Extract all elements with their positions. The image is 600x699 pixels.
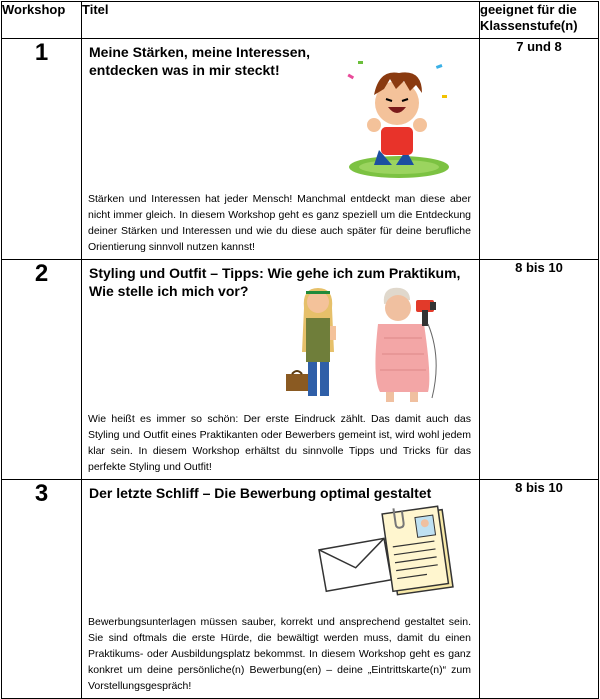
workshop-description: Wie heißt es immer so schön: Der erste Eindruck zählt. Das damit auch das Styling und Outfit eines Praktikanten oder Bewerbers gemeint ist, wird wohl jedem klar sein. In diesem Workshop erhältst du sinnvolle Tipps und Tricks für das perfekte Styling und Outfit! xyxy=(88,413,471,473)
workshop-description: Bewerbungsunterlagen müssen sauber, korrekt und ansprechend gestaltet sein. Sie sind oftmals die erste Hürde, die bewältigt werden muss, damit du einen Praktikums- oder Ausbildungsplatz bekommst. In diesem Workshop geht es ganz konkret um deine persönliche(n) Bewerbung(en) – deine „Eintrittskarte(n)“ zum Vorstellungsgespräch! xyxy=(88,616,471,692)
workshop-title-cell xyxy=(82,480,480,699)
cheering-boy-illustration xyxy=(344,55,454,180)
workshop-title: Meine Stärken, meine Interessen, entdecken was in mir steckt! xyxy=(89,44,310,78)
workshop-number: 3 xyxy=(2,480,82,699)
workshop-title-cell xyxy=(82,260,480,480)
table-header-row xyxy=(2,2,599,39)
header-workshop: Workshop xyxy=(2,2,82,39)
workshop-grades: 8 bis 10 xyxy=(480,260,599,480)
workshop-title: Der letzte Schliff – Die Bewerbung optimal gestaltet xyxy=(89,485,432,501)
table-row xyxy=(2,260,599,480)
workshop-title-cell xyxy=(82,39,480,260)
hippie-and-hairdryer-woman-illustration xyxy=(282,278,462,406)
workshop-grades: 8 bis 10 xyxy=(480,480,599,699)
workshop-table xyxy=(1,1,599,699)
table-row xyxy=(2,39,599,260)
header-titel: Titel xyxy=(82,2,480,39)
workshop-description: Stärken und Interessen hat jeder Mensch! Manchmal entdeckt man diese aber nicht immer gleich. In diesem Workshop geht es ganz speziell um die Entdeckung deiner Stärken und Interessen und wie du diese auch später für deine berufliche Orientierung sinnvoll nutzen kannst! xyxy=(88,193,471,253)
workshop-number: 2 xyxy=(2,260,82,480)
header-klassenstufe: geeignet für die Klassenstufe(n) xyxy=(480,2,599,39)
workshop-number: 1 xyxy=(2,39,82,260)
workshop-grades: 7 und 8 xyxy=(480,39,599,260)
envelope-and-application-documents-illustration xyxy=(314,504,464,604)
table-row xyxy=(2,480,599,699)
workshop-title: Styling und Outfit – Tipps: Wie gehe ich zum Praktikum, Wie stelle ich mich vor? xyxy=(89,265,461,299)
